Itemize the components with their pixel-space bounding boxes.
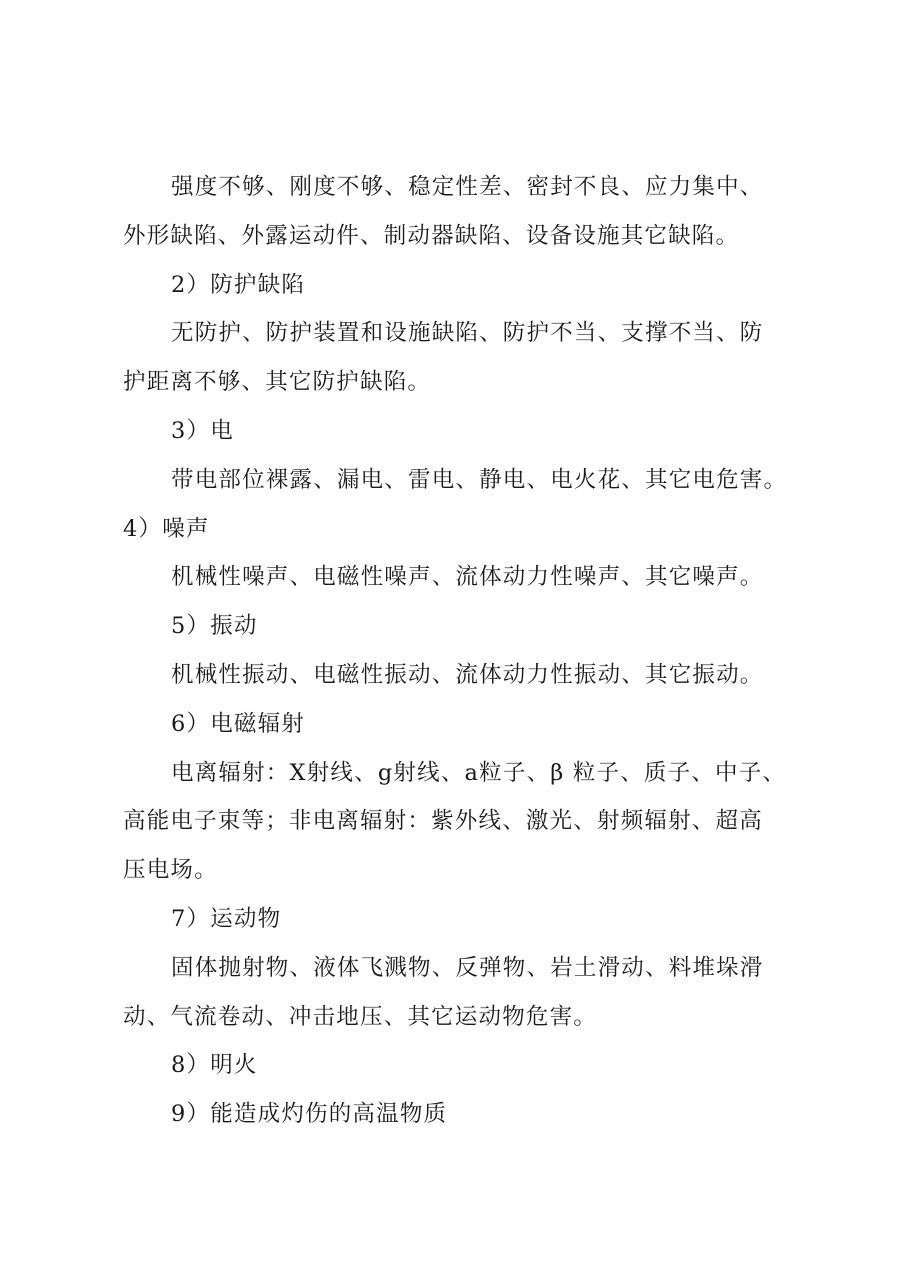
paragraph-line: 机械性噪声、电磁性噪声、流体动力性噪声、其它噪声。 [171, 564, 764, 591]
section-heading: 5）振动 [171, 613, 258, 640]
paragraph-line: 外形缺陷、外露运动件、制动器缺陷、设备设施其它缺陷。 [123, 222, 740, 249]
paragraph-line: 电离辐射：X射线、g射线、a粒子、β 粒子、质子、中子、 [171, 759, 787, 786]
section-heading: 7）运动物 [171, 905, 282, 932]
paragraph-line: 机械性振动、电磁性振动、流体动力性振动、其它振动。 [171, 661, 764, 688]
paragraph-line: 高能电子束等；非电离辐射：紫外线、激光、射频辐射、超高 [123, 808, 763, 835]
paragraph-line: 无防护、防护装置和设施缺陷、防护不当、支撑不当、防 [171, 320, 764, 347]
paragraph-line: 带电部位裸露、漏电、雷电、静电、电火花、其它电危害。 [171, 466, 788, 493]
document-body [123, 163, 803, 1139]
paragraph-line: 护距离不够、其它防护缺陷。 [123, 369, 432, 396]
section-heading: 2）防护缺陷 [171, 271, 306, 298]
paragraph-line: 动、气流卷动、冲击地压、其它运动物危害。 [123, 1003, 598, 1030]
section-heading: 3）电 [171, 417, 234, 444]
paragraph-line: 固体抛射物、液体飞溅物、反弹物、岩土滑动、料堆垛滑 [171, 954, 764, 981]
section-heading: 9）能造成灼伤的高温物质 [171, 1101, 448, 1128]
section-heading: 8）明火 [171, 1052, 258, 1079]
section-heading: 4）噪声 [123, 515, 210, 542]
paragraph-line: 强度不够、刚度不够、稳定性差、密封不良、应力集中、 [171, 174, 764, 200]
paragraph-line: 压电场。 [123, 857, 218, 884]
section-heading: 6）电磁辐射 [171, 710, 306, 737]
